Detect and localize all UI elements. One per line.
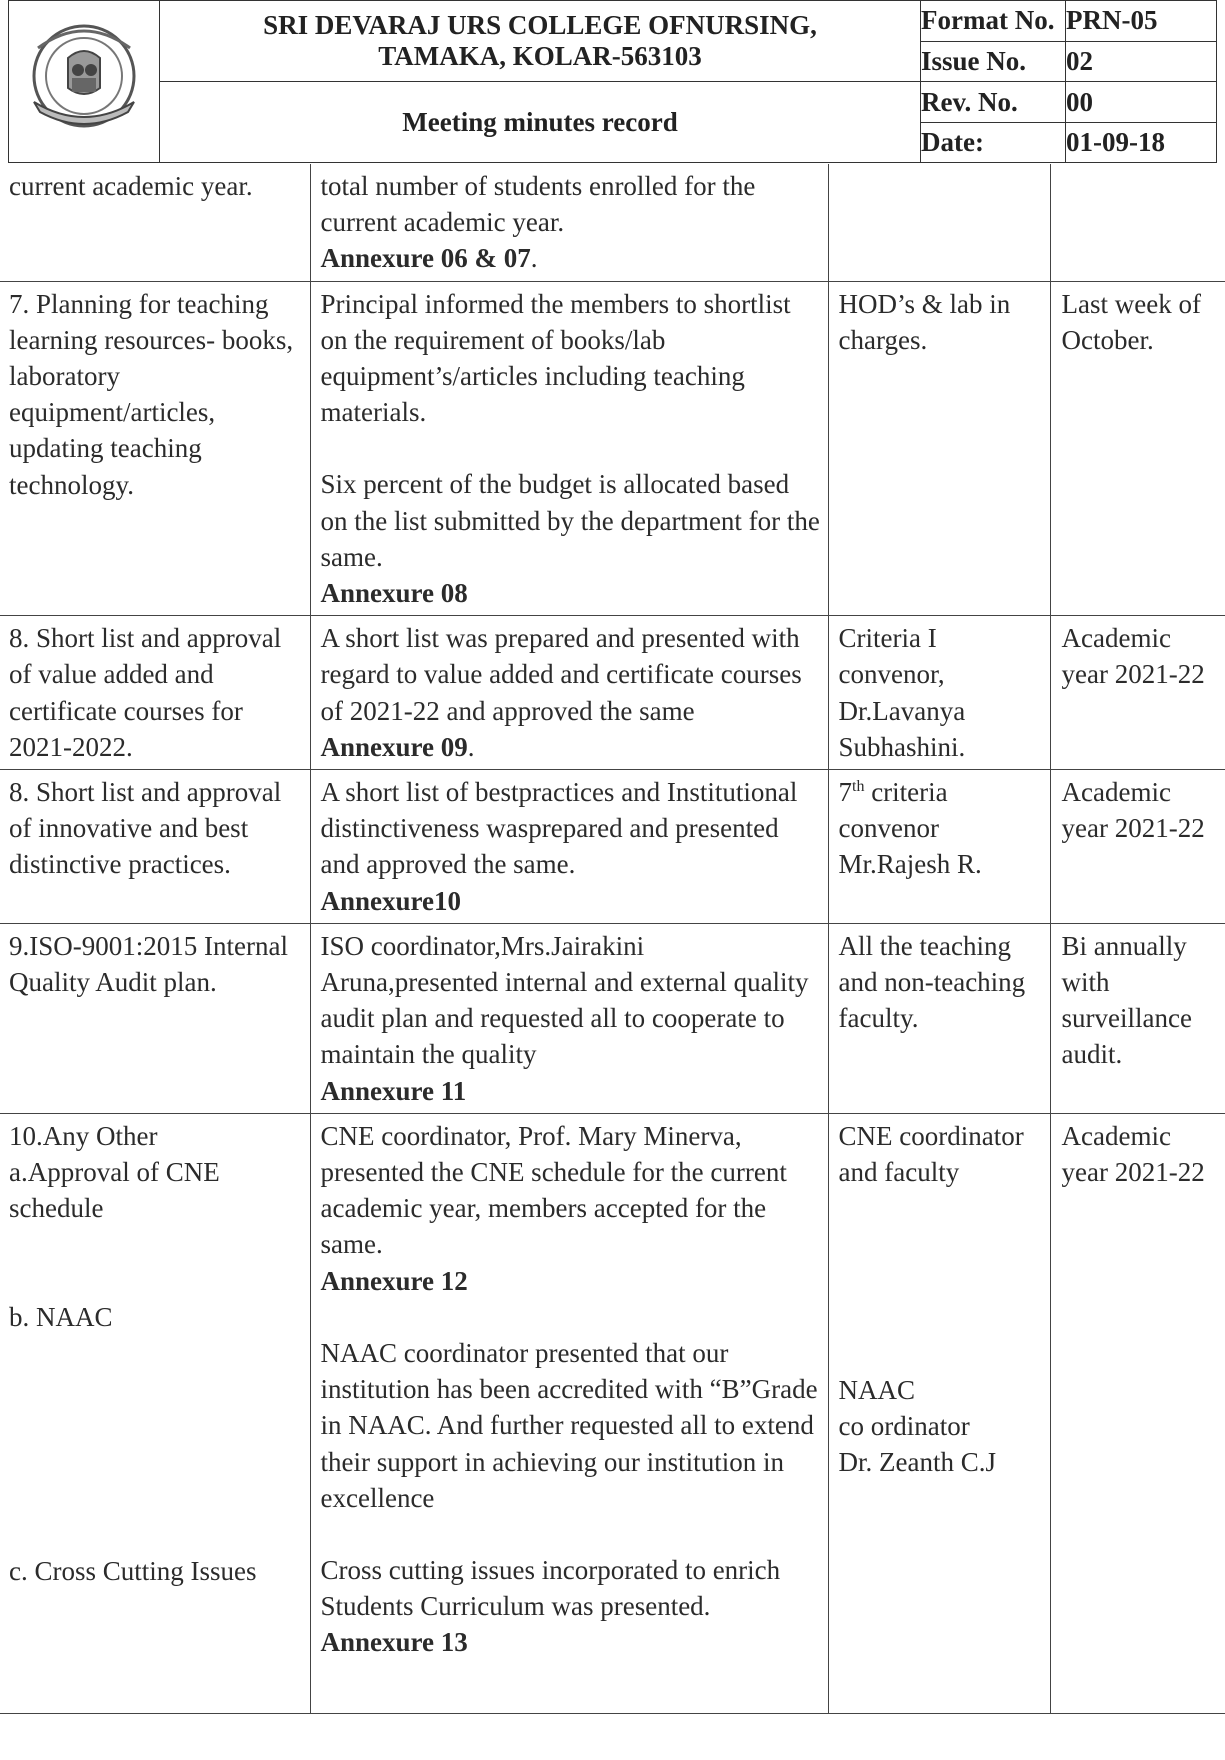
meta-label: Issue No. (921, 41, 1066, 82)
timeline-text: Academic year 2021-22 (1061, 623, 1205, 690)
responsibility-text: criteria convenor Mr.Rajesh R. (838, 777, 982, 880)
agenda-text: current academic year. (9, 171, 253, 201)
annexure-suffix: . (467, 731, 475, 762)
discussion-cell (310, 923, 828, 1113)
discussion-cell (310, 1113, 828, 1713)
responsibility-text: co ordinator (838, 1411, 970, 1442)
responsibility-cell (828, 164, 1050, 281)
agenda-text: a.Approval of CNE schedule (9, 1157, 220, 1224)
institution-name (160, 1, 921, 82)
responsibility-cell (828, 1113, 1050, 1713)
agenda-text: b. NAAC (9, 1302, 113, 1333)
table-row (0, 1113, 1225, 1713)
discussion-cell (310, 770, 828, 924)
responsibility-cell (828, 281, 1050, 616)
discussion-text: Principal informed the members to shortlist on the requirement of books/lab equipment’s/articles including teaching materials. (320, 288, 791, 428)
annexure-label: Annexure10 (320, 885, 462, 916)
institution-line-1: SRI DEVARAJ URS COLLEGE OFNURSING, (263, 10, 817, 40)
discussion-text: Cross cutting issues incorporated to enrich Students Curriculum was presented. (320, 1554, 781, 1622)
meta-value: 00 (1066, 82, 1217, 123)
responsibility-ordinal: 7 (838, 777, 852, 808)
agenda-cell (0, 770, 310, 924)
agenda-text: 10.Any Other (9, 1120, 158, 1151)
table-row (0, 770, 1225, 924)
agenda-text: 8. Short list and approval of innovative and best distinctive practices. (9, 777, 282, 880)
timeline-text: Bi annually with surveillance audit. (1061, 930, 1192, 1070)
agenda-cell (0, 164, 310, 281)
responsibility-text: CNE coordinator and faculty (838, 1120, 1024, 1188)
meta-label: Format No. (921, 1, 1066, 42)
timeline-text: Academic year 2021-22 (1061, 1120, 1205, 1188)
table-row (0, 616, 1225, 770)
agenda-cell (0, 281, 310, 616)
responsibility-cell (828, 616, 1050, 770)
annexure-label: Annexure 12 (320, 1265, 468, 1296)
discussion-cell (310, 164, 828, 281)
responsibility-text: NAAC (838, 1374, 916, 1405)
meta-label: Rev. No. (921, 82, 1066, 123)
annexure-label: Annexure 13 (320, 1627, 468, 1658)
discussion-text: CNE coordinator, Prof. Mary Minerva, presented the CNE schedule for the current academic year, members accepted for the same. (320, 1120, 787, 1260)
agenda-text: c. Cross Cutting Issues (9, 1556, 257, 1587)
discussion-text: NAAC coordinator presented that our institution has been accredited with “B”Grade in NAAC. And further requested all to extend their support in achieving our institution in excellence (320, 1337, 818, 1513)
table-row (0, 923, 1225, 1113)
document-title: Meeting minutes record (160, 82, 921, 163)
logo-cell (9, 1, 160, 163)
minutes-table (0, 164, 1225, 1714)
meta-label: Date: (921, 123, 1066, 163)
meta-value: 02 (1066, 41, 1217, 82)
table-row (0, 164, 1225, 281)
agenda-cell (0, 1113, 310, 1713)
agenda-cell (0, 923, 310, 1113)
timeline-cell (1050, 281, 1225, 616)
agenda-text: 8. Short list and approval of value added and certificate courses for 2021-2022. (9, 623, 282, 762)
table-row (0, 281, 1225, 616)
discussion-text: total number of students enrolled for the current academic year. (320, 171, 756, 238)
timeline-cell (1050, 770, 1225, 924)
discussion-cell (310, 616, 828, 770)
annexure-label: Annexure 08 (320, 578, 468, 609)
meta-value: 01-09-18 (1066, 123, 1217, 163)
institution-line-2: TAMAKA, KOLAR-563103 (378, 41, 702, 71)
timeline-cell (1050, 1113, 1225, 1713)
timeline-cell (1050, 616, 1225, 770)
discussion-text: A short list of bestpractices and Institutional distinctiveness wasprepared and presented and approved the same. (320, 777, 798, 880)
responsibility-cell (828, 770, 1050, 924)
timeline-cell (1050, 164, 1225, 281)
discussion-cell (310, 281, 828, 616)
annexure-label: Annexure 09 (320, 731, 468, 762)
responsibility-text: Criteria I convenor, Dr.Lavanya Subhashini. (838, 623, 966, 762)
discussion-text: A short list was prepared and presented with regard to value added and certificate courses of 2021-22 and approved the same (320, 623, 802, 726)
responsibility-cell (828, 923, 1050, 1113)
annexure-suffix: . (530, 243, 538, 274)
timeline-text: Academic year 2021-22 (1061, 777, 1205, 844)
agenda-text: 7. Planning for teaching learning resources- books, laboratory equipment/articles, updating teaching technology. (9, 288, 294, 500)
agenda-text: 9.ISO-9001:2015 Internal Quality Audit plan. (9, 930, 288, 998)
annexure-label: Annexure 06 & 07 (320, 243, 531, 274)
responsibility-text: All the teaching and non-teaching faculty. (838, 930, 1026, 1034)
discussion-text-2: Six percent of the budget is allocated based on the list submitted by the department for the same. (320, 469, 820, 572)
discussion-text: ISO coordinator,Mrs.Jairakini Aruna,presented internal and external quality audit plan and requested all to cooperate to maintain the quality (320, 930, 809, 1070)
timeline-cell (1050, 923, 1225, 1113)
agenda-cell (0, 616, 310, 770)
responsibility-text: Dr. Zeanth C.J (838, 1447, 996, 1478)
timeline-text: Last week of October. (1061, 288, 1201, 355)
responsibility-superscript: th (852, 778, 865, 796)
meta-value: PRN-05 (1066, 1, 1217, 42)
document-header (8, 0, 1217, 163)
annexure-label: Annexure 11 (320, 1075, 467, 1106)
college-seal-logo-icon (24, 18, 144, 138)
responsibility-text: HOD’s & lab in charges. (838, 288, 1011, 355)
